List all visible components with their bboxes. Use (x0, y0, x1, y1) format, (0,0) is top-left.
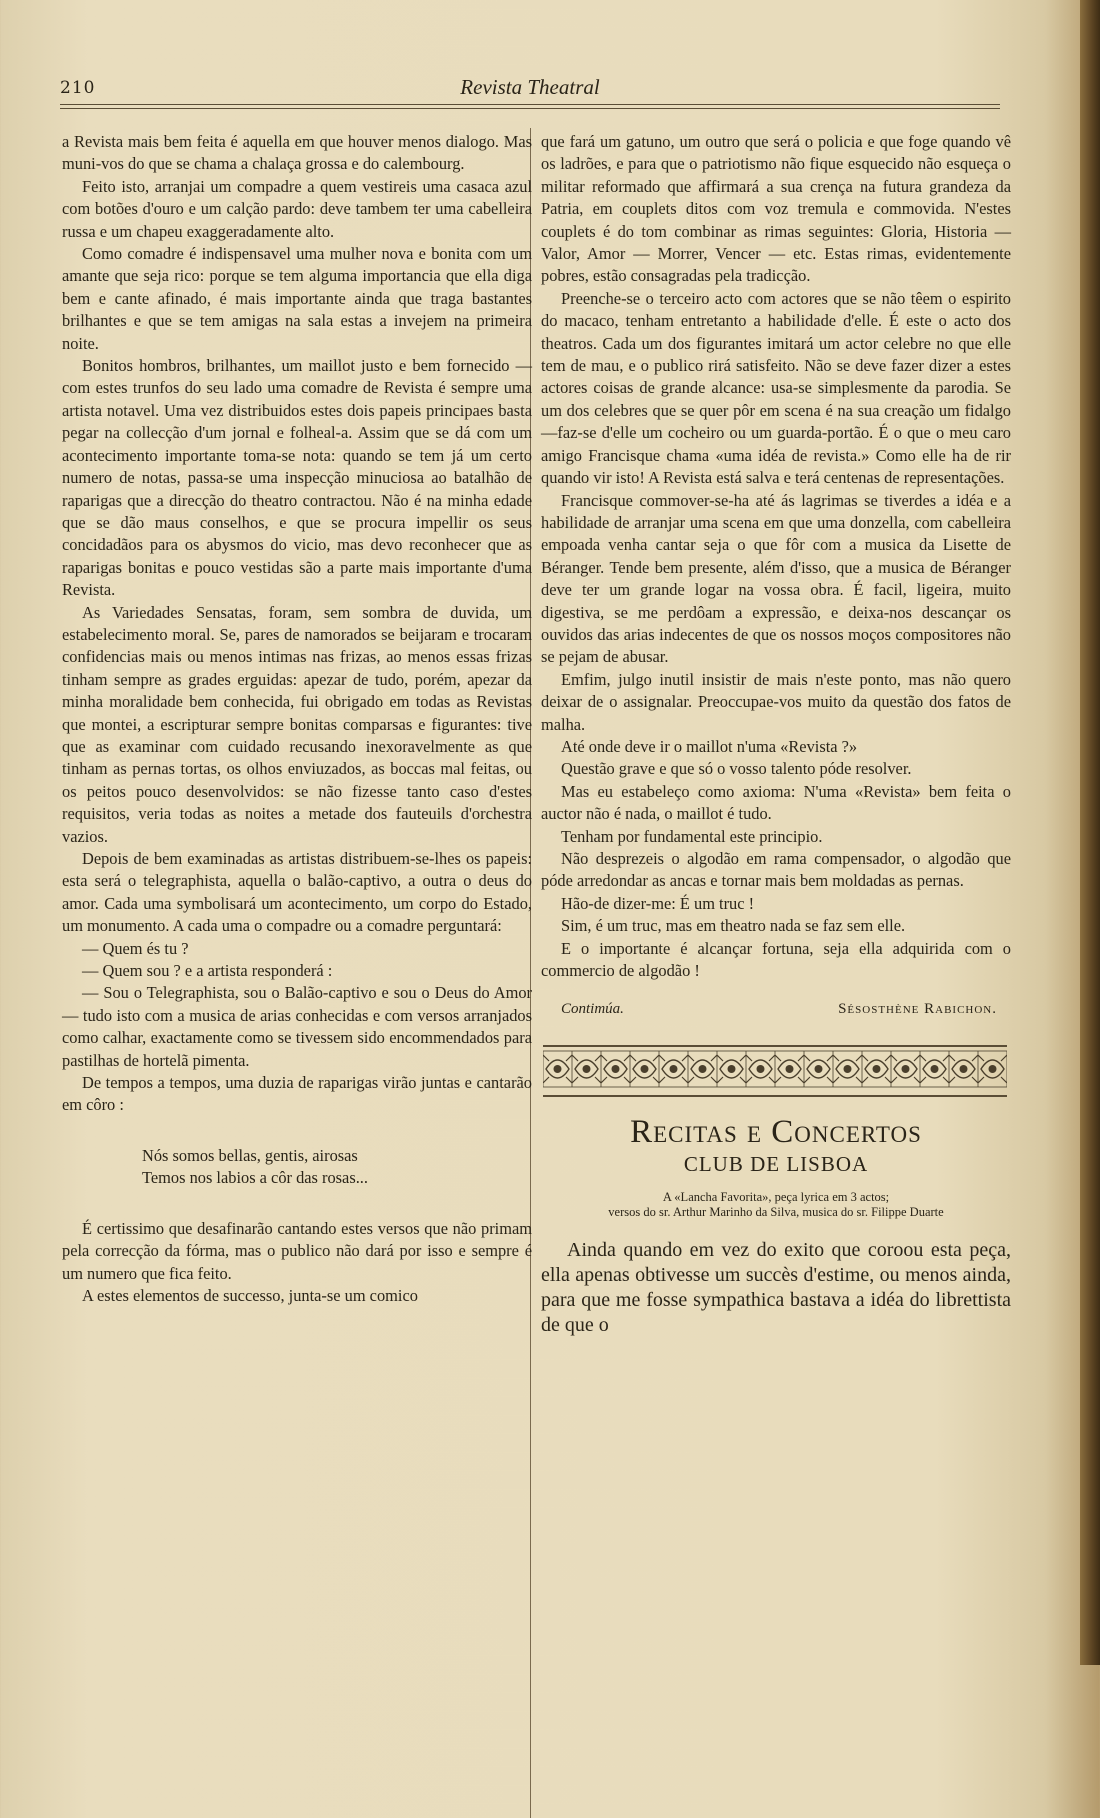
continued-note: Contimúa. (561, 1001, 624, 1018)
journal-title: Revista Theatral (460, 75, 600, 99)
paragraph: Mas eu estabeleço como axioma: N'uma «Revista» bem feita o auctor não é nada, o maillot é tudo. (541, 781, 1011, 824)
header-rule (60, 104, 1000, 105)
signature-line (561, 998, 1011, 1020)
paragraph: Sim, é um truc, mas em theatro nada se faz sem elle. (561, 916, 906, 936)
credit-line: versos do sr. Arthur Marinho da Silva, musica do sr. Filippe Duarte (608, 1204, 944, 1219)
paragraph: As Variedades Sensatas, foram, sem sombra de duvida, um estabelecimento moral. Se, pares de namorados se beijaram e trocaram confidencias mais ou menos intimas nas frizas, ao menos essas frizas tinham sempre as grades erguidas: apezar de tudo, porém, apezar da minha moralidade bem conhecida, fui obrigado em todas as Revistas que montei, a escripturar sempre bonitas comparsas e figurantes: tive que as examinar com cuidado recusando inexoravelmente as que tinham as pernas tortas, os olhos enviuzados, as boccas mal feitas, ou os peitos pouco desenvolvidos: se não fizesse tanto caso d'estes requisitos, veria todas as noites a metade dos fauteuils d'orchestra vazios. (62, 602, 532, 846)
paragraph: Como comadre é indispensavel uma mulher nova e bonita com um amante que seja rico: porque se tem alguma importancia que ella diga bem e cante afinado, é mais importante ainda que traga bastantes brilhantes e que se tem amigas na sala estas a invejem na primeira noite. (62, 244, 532, 353)
paragraph: Questão grave e que só o vosso talento póde resolver. (561, 759, 912, 779)
section-subtitle: CLUB DE LISBOA (683, 1152, 869, 1177)
paragraph: Feito isto, arranjai um compadre a quem vestireis uma casaca azul com botões d'ouro e um calção pardo: deve tambem ter uma cabelleira russa e um chapeu exaggeradamente alto. (62, 176, 532, 241)
section-title: Recitas e Concertos (630, 1113, 922, 1150)
verse-block (142, 1145, 532, 1190)
paragraph: E o importante é alcançar fortuna, seja ella adquirida com o commercio de algodão ! (541, 938, 1011, 981)
paragraph: Tenham por fundamental este principio. (561, 826, 823, 846)
page-header (60, 75, 1000, 100)
paragraph: A estes elementos de successo, junta-se um comico (82, 1285, 418, 1305)
dialogue-line: — Quem és tu ? (82, 938, 189, 958)
paragraph: Depois de bem examinadas as artistas distribuem-se-lhes os papeis: esta será o telegraphista, aquella o balão-captivo, a outra o deus do amor. Cada uma symbolisará um acontecimento, um corpo do Estado, um monumento. A cada uma o compadre ou a comadre perguntará: (62, 849, 532, 936)
ornament-pattern-icon (543, 1047, 1007, 1091)
paragraph: Não desprezeis o algodão em rama compensador, o algodão que póde arredondar as ancas e tornar mais bem moldadas as pernas. (541, 849, 1011, 891)
paragraph: É certissimo que desafinarão cantando estes versos que não primam pela correcção da fórma, mas o publico não dará por isso e sempre é um numero que fica feito. (62, 1218, 532, 1283)
header-rule (60, 108, 1000, 109)
credit-block (541, 1190, 1011, 1220)
paragraph: Bonitos hombros, brilhantes, um maillot justo e bem fornecido — com estes trunfos do seu lado uma comadre de Revista é sempre uma artista notavel. Uma vez distribuidos estes dois papeis principaes basta pegar na collecção d'um jornal e folheal-a. Assim que se dá com um acontecimento importante toma-se nota: quando se tem já um certo numero de notas, passa-se uma inspecção minuciosa ao batalhão de raparigas que a direcção do theatro contractou. Não é na minha edade que se dão maus conselhos, e que se procura impellir os seus concidadãos para os abysmos do vicio, mas devo reconhecer que as raparigas bonitas e pouco vestidas são a parte mais importante d'uma Revista. (62, 356, 532, 600)
credit-line: A «Lancha Favorita», peça lyrica em 3 actos; (662, 1189, 890, 1204)
paragraph: que fará um gatuno, um outro que será o policia e que foge quando vê os ladrões, e para que o patriotismo não fique esquecido não esqueça o militar reformado que affirmará a sua crença na futura grandeza da Patria, em couplets ditos com voz tremula e commovida. N'estes couplets é do tom combinar as rimas seguintes: Gloria, Historia — Valor, Amor — Morrer, Vencer — etc. Estas rimas, evidentemente pobres, estão consagradas pela tradicção. (541, 132, 1011, 286)
right-column (541, 131, 1011, 1338)
paragraph: a Revista mais bem feita é aquella em que houver menos dialogo. Mas muni-vos do que se chama a chalaça grossa e do calembourg. (62, 132, 532, 174)
author-name: Sésosthène Rabichon. (838, 1001, 997, 1018)
left-column (62, 131, 532, 1307)
paragraph: De tempos a tempos, uma duzia de raparigas virão juntas e cantarão em côro : (62, 1073, 532, 1115)
verse-line: Temos nos labios a côr das rosas... (142, 1168, 369, 1188)
dialogue-line: — Quem sou ? e a artista responderá : (82, 961, 333, 981)
book-spine (1080, 0, 1100, 1665)
paragraph: Emfim, julgo inutil insistir de mais n'este ponto, mas não quero deixar de o assignalar. Preoccupae-vos muito da questão dos fatos de malha. (541, 669, 1011, 734)
verse-line: Nós somos bellas, gentis, airosas (142, 1145, 358, 1165)
paragraph: Francisque commover-se-ha até ás lagrimas se tiverdes a idéa e a habilidade de arranjar uma scena em que uma donzella, com cabelleira empoada venha cantar seja o que fôr com a musica da Lisette de Béranger. Tende bem presente, além d'isso, que a musica de Béranger deve ter um grande logar na vossa obra. É facil, ligeira, muito digestiva, se me perdôam a expressão, e deixa-nos descançar os ouvidos das arias indecentes de que os nossos moços compositores não se pejam de abusar. (541, 490, 1011, 667)
dialogue-line: — Sou o Telegraphista, sou o Balão-captivo e sou o Deus do Amor — tudo isto com a musica de arias conhecidas e com versos arranjados como calhar, exactamente como se tivessem sido encommendados para pastilhas de hortelã pimenta. (62, 983, 532, 1070)
paragraph: Até onde deve ir o maillot n'uma «Revista ?» (561, 736, 858, 756)
paragraph: Preenche-se o terceiro acto com actores que se não têem o espirito do macaco, tenham entretanto a habilidade d'elle. É este o acto dos theatros. Cada um dos figurantes imitará um actor celebre no que elle tem de mau, e o publico rirá satisfeito. Não se deve fazer dizer a estes actores coisas de grande alcance: usa-se simplesmente da parodia. Se um dos celebres que se quer pôr em scena é na sua creação um fidalgo—faz-se d'elle um cocheiro ou um guarda-portão. É o que o meu caro amigo Francisque chama «uma idéa de revista.» Como elle ha de rir quando vir isto! A Revista está salva e terá centenas de representações. (541, 288, 1011, 488)
ornamental-band (543, 1045, 1007, 1097)
review-intro: Ainda quando em vez do exito que coroou esta peça, ella apenas obtivesse um succès d'estime, ou menos ainda, para que me fosse sympathica bastava a idéa do librettista de que o (541, 1238, 1011, 1336)
paragraph: Hão-de dizer-me: É um truc ! (561, 893, 755, 913)
page-number: 210 (60, 78, 96, 98)
